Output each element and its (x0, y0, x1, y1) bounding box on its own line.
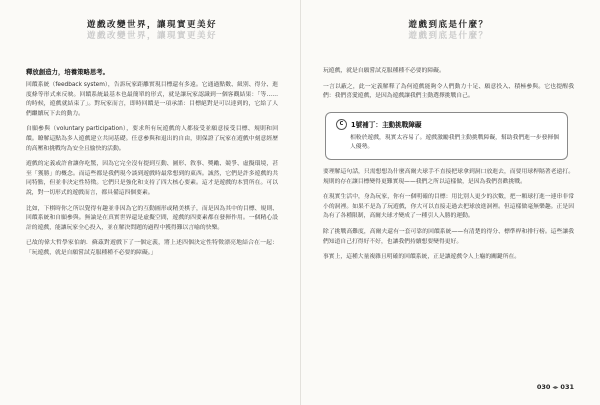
right-header-shadow: 遊戲到底是什麼？ (408, 31, 489, 41)
paragraph-golf-rules: 在現實生活中，身為玩家，你有一個明確的目標：用比別人更少的次數，把一顆球打進一連串非常小的洞裡。如果不是為了玩遊戲，你大可以直接走過去把球放進洞裡。但這樣做毫無樂趣。正是因為有了各種限制，高爾夫球才變成了一種引人入勝的運動。 (323, 194, 574, 220)
page-arrows-icon: ◂▸ (552, 383, 559, 391)
left-content (26, 67, 278, 259)
left-header-shadow: 遊戲改變世界，讓現實更美好 (86, 31, 217, 41)
paragraph-feedback-system: 除了挑戰高難度，高爾夫還有一套可靠的回饋系統——有清楚的得分、標準桿和排行榜。這些讓我們知道自己打得好不好，也讓我們持續想要變得更好。 (323, 228, 574, 245)
page-number-left: 030 (536, 383, 551, 391)
paragraph-feedback: 回饋系統（feedback system），告訴玩家距離實現目標還有多遠。它通過點數、級別、得分、進度條等形式來反映。回饋系統最基本也最簡單的形式，就是讓玩家認識到一個客觀結果：「等……的時候，遊戲就結束了」。對玩家而言，即時回饋是一項承諾：目標絕對是可以達到的，它給了人們繼續玩下去的動力。 (26, 82, 278, 117)
paragraph-golf: 要理解這句話，只需想想為什麼高爾夫球手不直接把球拿到洞口放進去，而要用球桿隔著老遠打。規則的存在讓目標變得更難實現——我們之所以這樣做，是因為我們喜歡挑戰。 (323, 168, 574, 185)
section-title: 釋放創造力，培養策略思考。 (26, 68, 110, 76)
page-number-right: 031 (560, 383, 574, 391)
paragraph-voluntary: 自願參與（voluntary participation），要求所有玩遊戲的人都接受並願意接受目標、規則和回饋。瞭解這點為多人遊戲建立共同基礎。任意參與和退出的自由，則保證了玩家在遊戲中刻意經歷的高壓和挑戰均為安全且愉快的活動。 (26, 126, 278, 152)
left-running-header (26, 18, 278, 41)
paragraph-summary: 一言以蔽之，此一定義解釋了為何遊戲能夠令人們動力十足、願意投入、積極參與。它也提醒我們：我們喜愛遊戲，是因為遊戲讓我們主動選擇挑戰自己。 (323, 83, 574, 100)
left-header-text: 遊戲改變世界，讓現實更美好 (86, 20, 217, 30)
patch-title: 1號補丁：主動挑戰障礙 (351, 121, 422, 130)
patch-callout-box (325, 112, 568, 160)
paragraph-suits: 已故的偉大哲學家伯納．蘇茲對遊戲下了一個定義，將上述四個決定性特徵漂亮地結合在一起：「玩遊戲，就是自願嘗試克服種種不必要的障礙。」 (26, 240, 278, 256)
paragraph-fact: 事實上，這種大量複雜且明確的回饋系統，正是讓遊戲令人上癮的關鍵所在。 (323, 254, 521, 261)
right-header-text: 遊戲到底是什麼？ (408, 20, 489, 30)
patch-text: 相較於遊戲，現實太容易了。遊戲激勵我們主動挑戰障礙，幫助我們進一步發揮個人優勢。 (350, 134, 559, 151)
patch-title-row (336, 119, 559, 130)
patch-icon: C (336, 119, 347, 130)
page-number (537, 383, 574, 391)
paragraph-definition: 遊戲的定義或許會讓你吃驚，因為它完全沒有提到互動、圖形、敘事、獎勵、競爭、虛擬環境，甚至「獲勝」的概念。而這些都是我們現今談到遊戲時最常想到的東西。誠然，它們是許多遊戲的共同特點，但並非決定性特徵。它們只是強化和支持了四大核心要素。這才是遊戲的本質所在。可以說，對一切形式的遊戲而言，都具備這四個要素。 (26, 161, 278, 196)
paragraph-quote: 玩遊戲，就是自願嘗試克服種種不必要的障礙。 (323, 68, 445, 74)
right-running-header (323, 18, 574, 41)
paragraph-chess: 比如，下棋時你之所以覺得有趣並非因為它的互動圖形或精美棋子，而是因為其中的目標、規則、回饋系統和自願參與。無論是在真實世界還是虛擬空間，遊戲的四要素都在發揮作用。一個精心設計的遊戲，能讓玩家全心投入，並在解決問題的過程中獲得難以言喻的快樂。 (26, 205, 278, 231)
right-page (300, 0, 600, 405)
right-content (323, 67, 574, 263)
